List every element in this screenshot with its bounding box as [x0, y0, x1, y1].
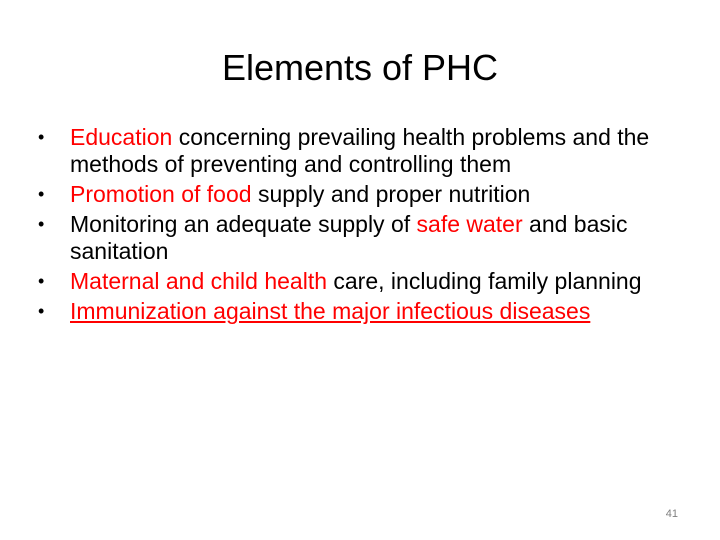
bullet-item-education: [38, 124, 678, 178]
bullet-item-water: [38, 211, 678, 265]
page-number: 41: [665, 508, 678, 520]
bullet-text: supply and proper nutrition: [251, 181, 531, 207]
bullet-highlight: Maternal and child health: [70, 268, 327, 294]
bullet-item-food: [38, 181, 678, 208]
bullet-lead-text: Monitoring an adequate supply of: [70, 211, 417, 237]
bullet-highlight-underlined: Immunization against the major infectious diseases: [70, 298, 591, 324]
bullet-icon: •: [38, 184, 45, 204]
bullet-list: [38, 124, 678, 328]
bullet-icon: •: [38, 214, 45, 234]
bullet-item-immunization: [38, 298, 678, 325]
bullet-icon: •: [38, 271, 45, 291]
bullet-item-maternal: [38, 268, 678, 295]
bullet-highlight: Promotion of food: [70, 181, 252, 207]
bullet-text: concerning prevailing health problems and the methods of preventing and controlling them: [70, 124, 650, 177]
slide-title: Elements of PHC: [221, 47, 499, 88]
bullet-highlight: safe water: [416, 211, 523, 237]
bullet-text: and basic sanitation: [70, 211, 628, 264]
bullet-icon: •: [38, 301, 45, 321]
bullet-highlight: Education: [70, 124, 173, 150]
bullet-text: care, including family planning: [327, 268, 642, 294]
bullet-icon: •: [38, 127, 45, 147]
